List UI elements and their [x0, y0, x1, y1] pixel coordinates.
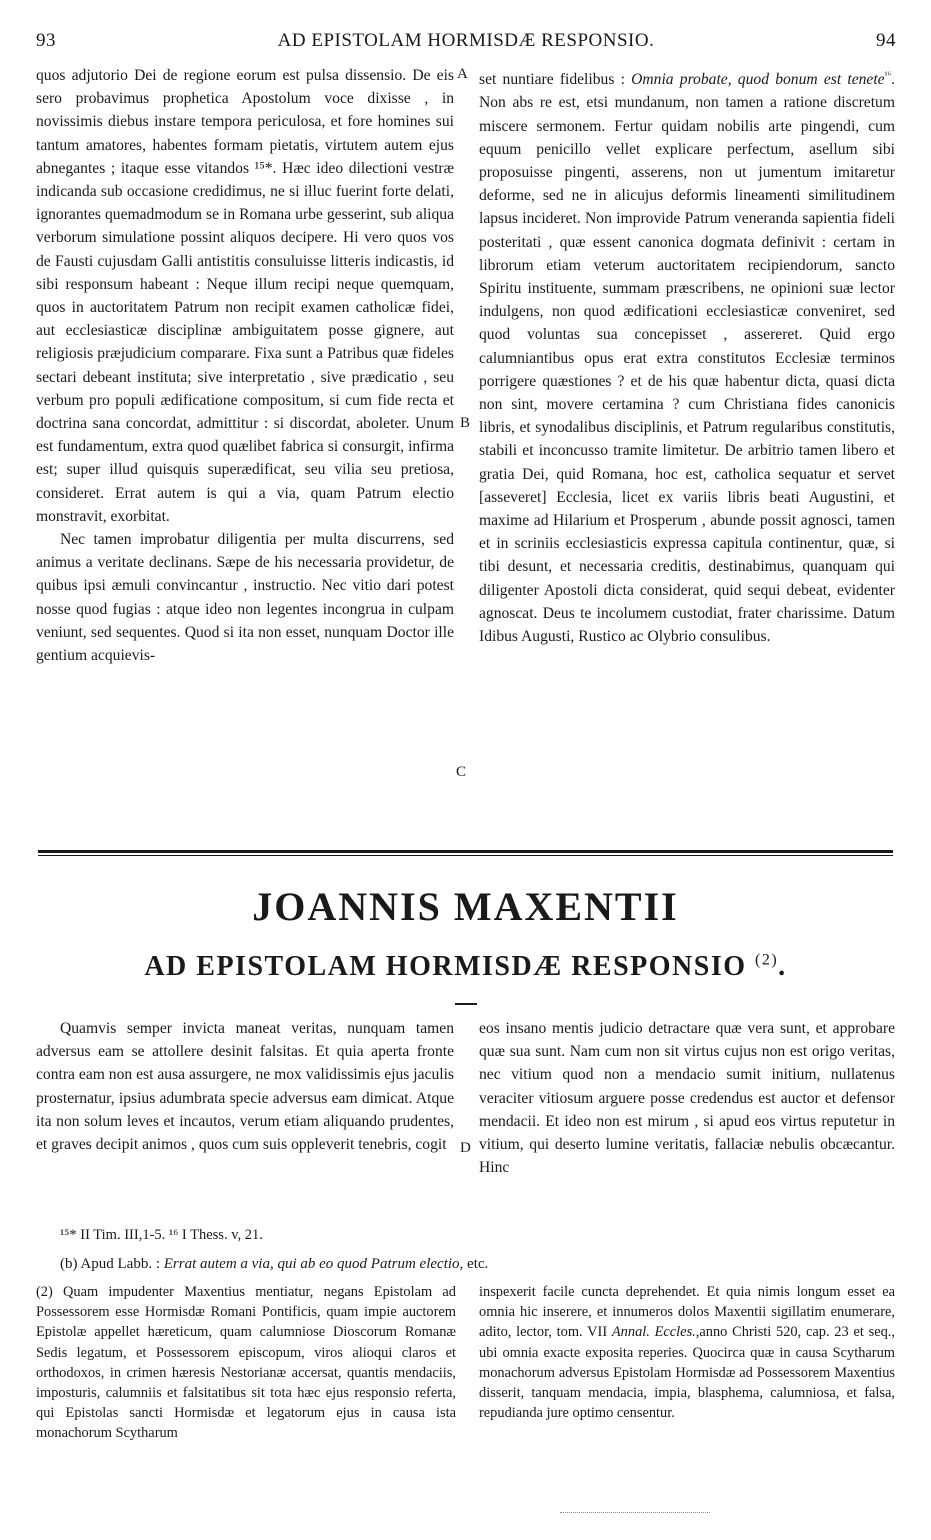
margin-marker-c: C: [456, 764, 467, 780]
running-head-title: AD EPISTOLAM HORMISDÆ RESPONSIO.: [277, 30, 655, 51]
top-right-text-start: set nuntiare fidelibus :: [479, 71, 625, 89]
section-title-work: AD EPISTOLAM HORMISDÆ RESPONSIO $^{(2)}$.: [144, 951, 787, 982]
footnote-2-citation: Annal. Eccles.,: [611, 1324, 700, 1341]
top-left-column: [36, 64, 454, 667]
footnote-2-right-column: [479, 1282, 895, 1423]
footnote-b-end: etc.: [467, 1256, 489, 1272]
page-number-left: 93: [36, 30, 56, 51]
margin-marker-b: B: [460, 415, 471, 431]
section-title-author: JOANNIS MAXENTII: [252, 884, 679, 929]
margin-marker-a: A: [457, 66, 468, 82]
bottom-right-column: [479, 1017, 895, 1179]
bottom-left-column: [36, 1017, 454, 1156]
title-dash: [455, 1003, 477, 1005]
section-rule-thin: [38, 855, 893, 856]
bottom-left-paragraph: Quamvis semper invicta maneat veritas, nunquam tamen adversus eam se attollere desinit falsitas. Et quia aperta fronte contra eam non est ausa assurgere, ne mox validissimis ejus jaculis prosternatur, ipsius adumbrata specie adversus eam dimicat. Atque ita non solum leves et incautos, verum etiam aliquando prudentes, et graves decipit animos , quos cum suis oppleverit tenebris, cogit: [36, 1020, 454, 1154]
footnote-b: [60, 1256, 900, 1273]
footnote-2-right-text: [479, 1282, 895, 1423]
page-number-right: 94: [876, 30, 896, 51]
bottom-right-paragraph: eos insano mentis judicio detractare quæ vera sunt, et approbare quæ sua sunt. Nam cum non sit virtus cujus non est origo veritas, nec vitium quod non a mendacio sumit initium, nullatenus veraciter vitiosum arguere posse credendus est auctor et defensor mendacii. Et ideo non est mirum , si apud eos virtus reputetur in vitium, qui deserto lumine veritatis, fallaciæ nebulis obcæcantur. Hinc: [479, 1020, 895, 1177]
section-rule-thick: [38, 850, 893, 853]
footnote-ref-16: ¹⁶: [884, 70, 892, 81]
top-right-quotation: Omnia probate, quod bonum est tenete: [631, 71, 885, 89]
section-title-note-ref: (2): [755, 951, 779, 969]
top-right-text-rest: . Non abs re est, etsi mundanum, non tamen a ratione discretum miscere sermonem. Fertur quidam nobilis arte pingendi, cum equum penicillo vellet explicare perfectum, asellum sibi proposuisse pingenti, asserens, non ut jumentum imitaretur deforme, sed ne in alicujus deformis lineamenti similitudinem lapsus incideret. Non improvide Patrum veneranda sapientia fideli posteritati , quæ essent canonica dogmata definivit : certam in librorum etiam veterum auctoritatem recipiendorum, sancto Spiritu instituente, summam præscribens, ne opinioni suæ lector indulgens, non quod ædificationi ecclesiasticæ conveniret, sed quod voluntas sua concepisset , assereret. Quid ergo calumniantibus opus erat extra constitutos Ecclesiæ terminos porrigere quæstiones ? et de his quæ habentur dicta, quasi dicta non sint, movere certamina ? cum Christiana fides canonicis libris, et synodalibus disciplinis, et Patrum regularibus constitutis, stabili et inconcusso tramite limitetur. De arbitrio tamen libero et gratia Dei, quid Romana, hoc est, catholica sequatur et servet [asseveret] Ecclesia, licet ex variis libris beati Augustini, et maxime ad Hilarium et Prosperum , abunde possit agnosci, tamen et in scriniis ecclesiasticis expressa capitula continentur, quæ, si tibi desunt, et necessaria creditis, destinabimus, quanquam qui diligenter Apostoli dicta considerat, quid sequi debeat, evidenter agnoscat. Deus te incolumem custodiat, frater charissime. Datum Idibus Augusti, Rustico ac Olybrio consulibus.: [479, 71, 895, 646]
footnote-b-label: (b) Apud Labb. :: [60, 1256, 160, 1272]
footnote-b-quotation: Errat autem a via, qui ab eo quod Patrum electio,: [163, 1256, 464, 1272]
running-head: [36, 30, 896, 56]
footnote-2-right-start: inspexerit facile cuncta deprehendet. Et quia nimis longum esset ea omnia hic inserere, et innumeros dolos Maxentii sigillatim enumerare, adito, lector, tom. VII: [479, 1284, 895, 1341]
top-right-column: [479, 64, 895, 648]
top-left-paragraph-1: quos adjutorio Dei de regione eorum est pulsa dissensio. De eis sero probavimus prophetica Apostolum voce dixisse , in novissimis diebus instare tempora periculosa, et fore homines sui tantum amatores, habentes formam pietatis, virtutem autem ejus abnegantes ; itaque esse vitandos ¹⁵*. Hæc ideo dilectioni vestræ indicanda sub occasione credidimus, ne si illuc fuerint forte delati, ignorantes quemadmodum se in Romana urbe gesserint, sub aliqua verborum simulatione possint aliquos decipere. Hi vero quos vos de Fausti cujusdam Galli antistitis consuluisse litteris indicastis, id sibi responsum habeant : Neque illum recipi neque quemquam, quos in auctoritatem Patrum non recipit examen catholicæ fidei, aut ecclesiasticæ disciplinæ ambiguitatem posse gignere, aut religiosis præjudicium comparare. Fixa sunt a Patribus quæ fideles sectari debeant instituta; sive interpretatio , sive prædicatio , seu verbum pro populi ædificatione compositum, si cum fide recta et doctrina sana concordat, admittitur : si discordat, aboleter. Unum est fundamentum, extra quod quælibet fabrica si consurgit, infirma est; super illud quisquis superædificat, seu vilia seu pretiosa, consideret. Errat autem is qui a via, quam Patrum electio monstravit, exorbitat.: [36, 67, 454, 525]
footnote-2-left-text: (2) Quam impudenter Maxentius mentiatur, negans Epistolam ad Possessorem esse Hormisdæ Romani Pontificis, quam impie auctorem Epistolæ appellet hæreticum, quam calumniose Dioscorum Romanæ Sedis legatum, et Possessorem episcopum, viros alioqui claros et orthodoxos, in crimen hæresis Nestorianæ accersat, quantis mendaciis, imposturis, calumniis et falsitatibus sit tota hæc ejus responsio referta, qui Epistolas sancti Hormisdæ et legatorum ejus in causa ista monachorum Scytharum: [36, 1284, 456, 1442]
footnote-2-right-rest: anno Christi 520, cap. 23 et seq., ubi omnia exacte exposita reperies. Quocirca quæ in causa Scytharum monachorum adversus Epistolam Hormisdæ ad Possessorem Maxentius disserit, tanquam mendacia, impia, blasphema, calumniosa, et falsa, repudianda jure optimo censentur.: [479, 1324, 895, 1422]
top-right-paragraph: [479, 64, 895, 648]
top-left-paragraph-2: Nec tamen improbatur diligentia per multa discurrens, sed animus a veritate declinans. Sæpe de his necessaria providetur, de quibus ipsi æmuli convincantur , instructio. Nec vitio dari potest nosse quod fugias : atque ideo non legentes incongrua in culpam veniunt, sed sequentes. Quod si ita non esset, nunquam Doctor ille gentium acquievis-: [36, 531, 454, 665]
margin-marker-d: D: [460, 1140, 471, 1156]
scripture-references: ¹⁵* II Tim. III,1-5. ¹⁶ I Thess. v, 21.: [60, 1227, 263, 1243]
section-title-work-text: AD EPISTOLAM HORMISDÆ RESPONSIO: [144, 951, 747, 982]
bottom-dotted-mark: [560, 1512, 710, 1514]
footnote-2-left-column: [36, 1282, 456, 1444]
